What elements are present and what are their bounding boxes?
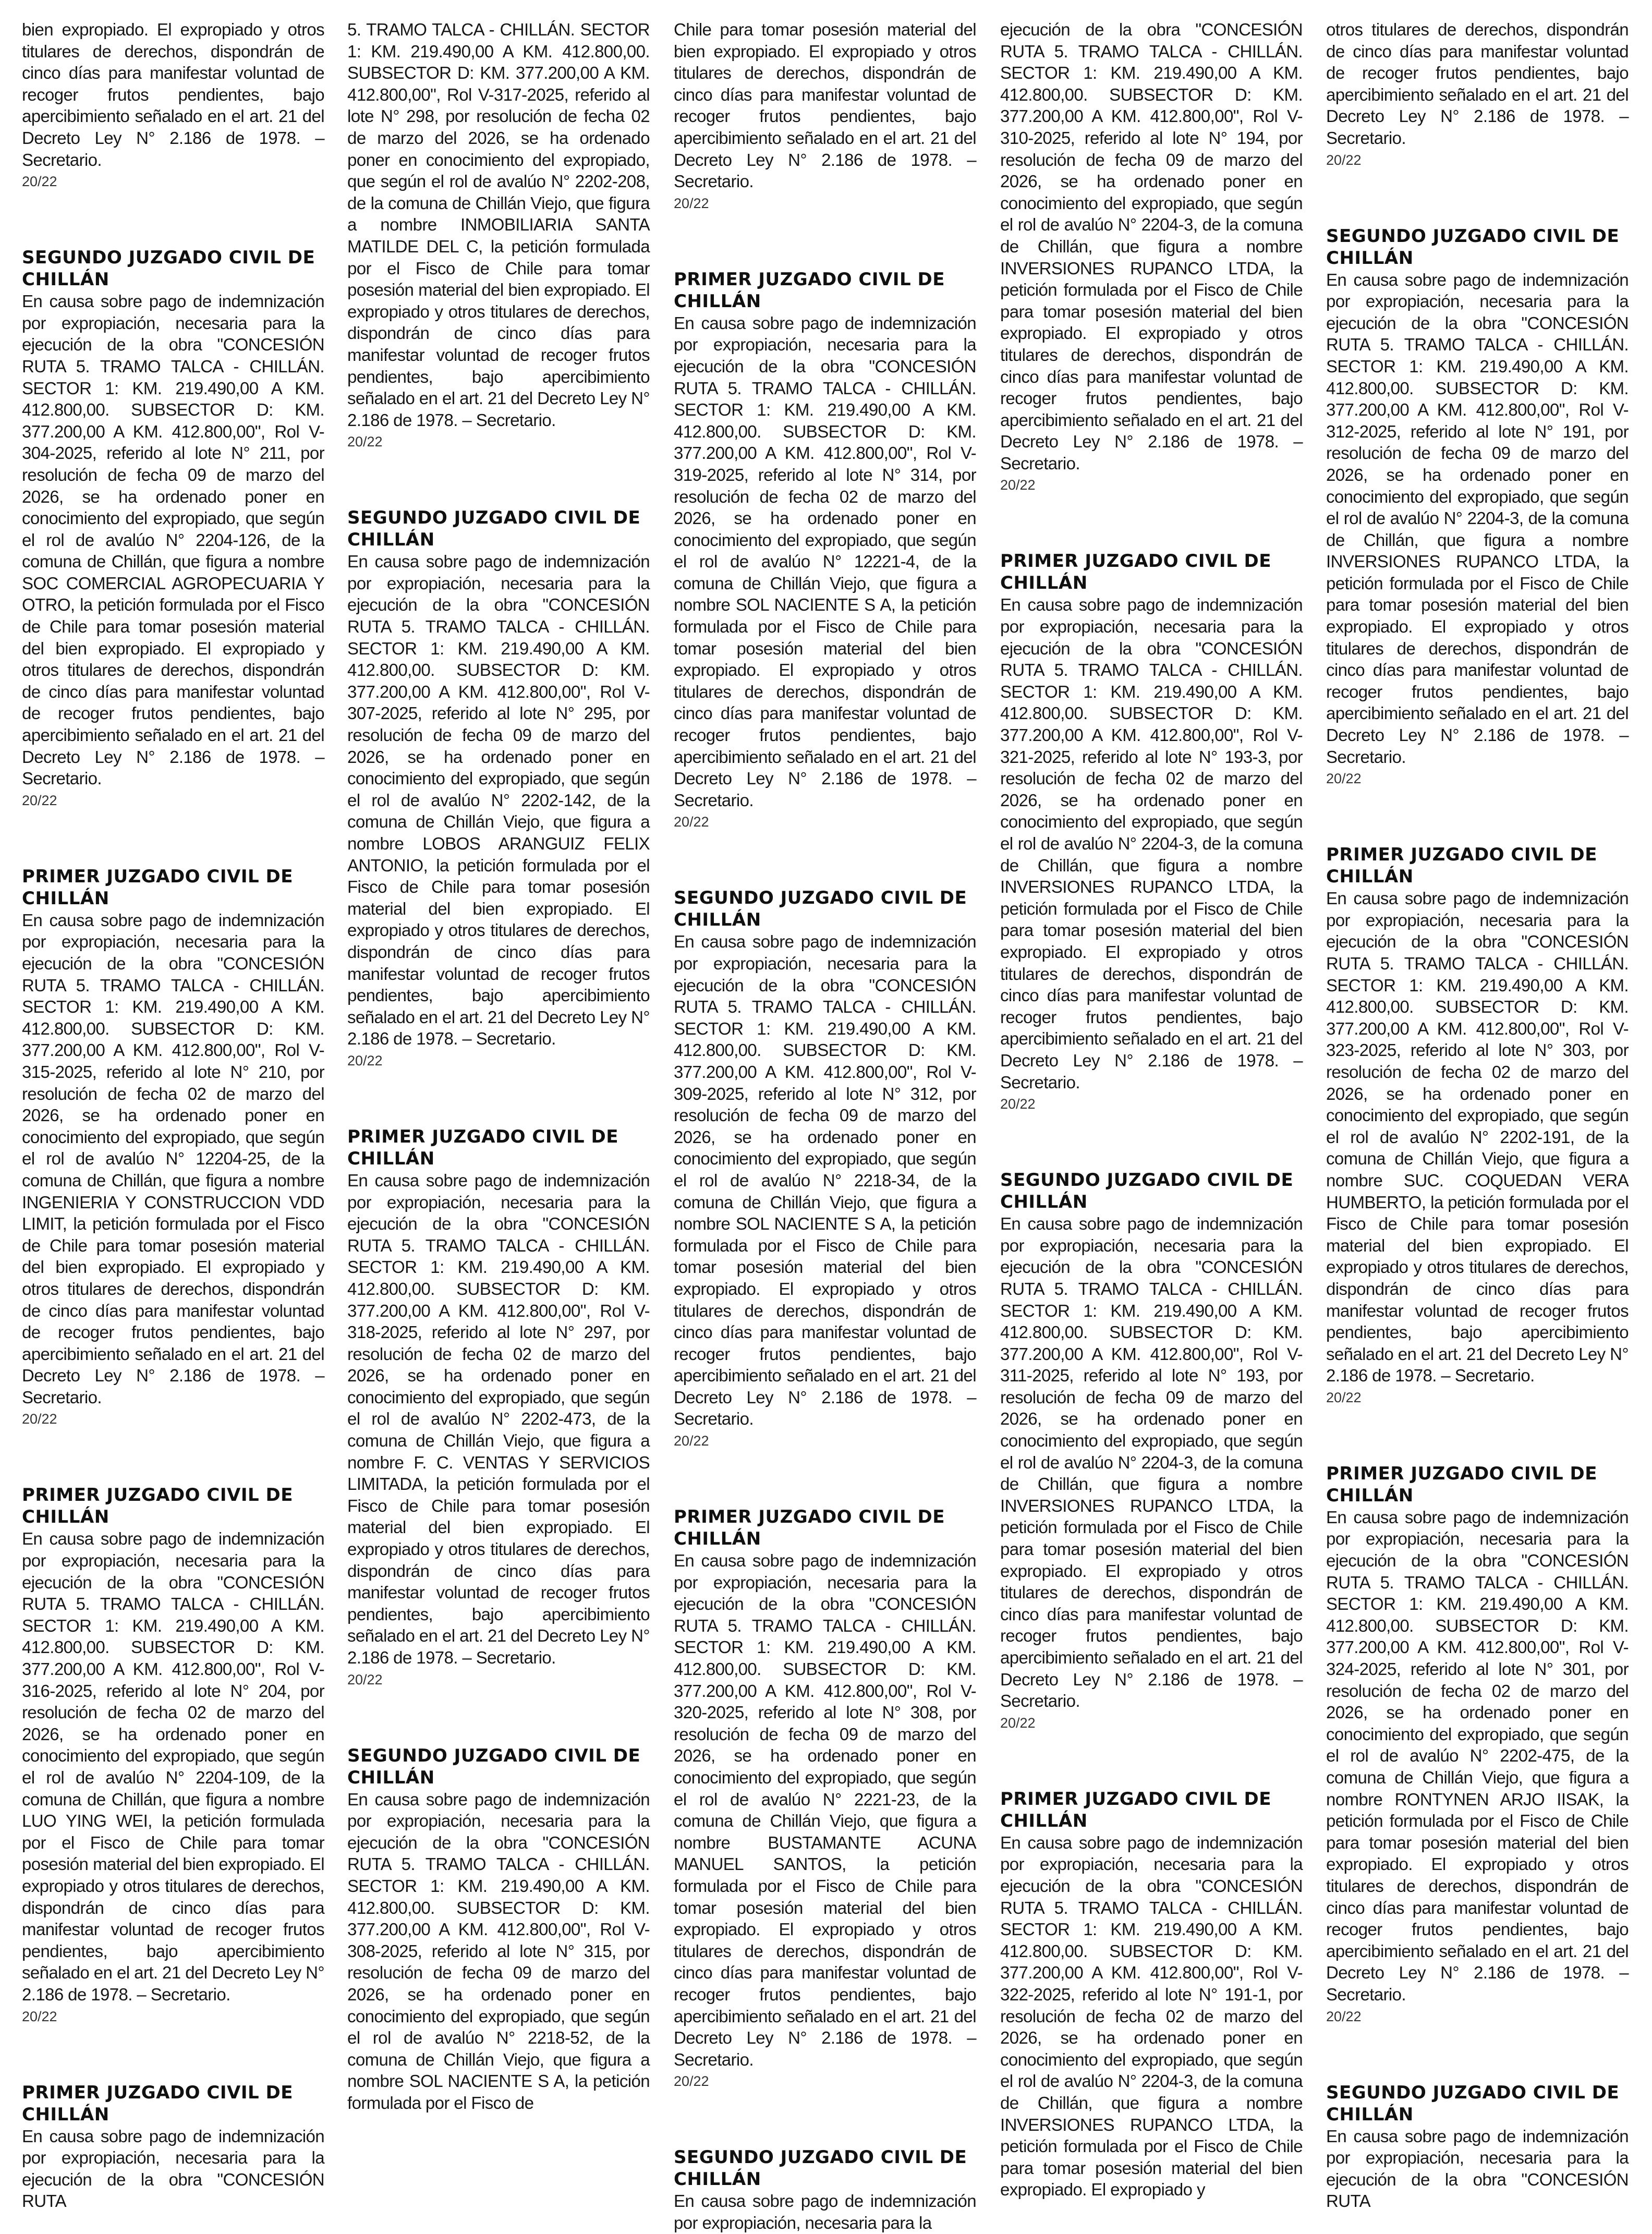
notice-court-title: PRIMER JUZGADO CIVIL DE CHILLÁN (22, 2082, 293, 2125)
legal-notice (347, 507, 650, 1126)
legal-notice (1000, 1788, 1303, 2201)
notice-column (1326, 19, 1629, 2211)
notice-body: En causa sobre pago de indemnización por expropiación, necesaria para la ejecución de la obra "CONCESIÓN RUTA 5. TRAMO TALCA - CHILLÁN. SECTOR 1: KM. 219.490,00 A KM. 412.800,00. SUBSECTOR D: KM. 377.200,00 A KM. 412.800,00", Rol V-322-2025, referido al lote N° 191-1, por resolución de fecha 02 de marzo del 2026, se ha ordenado poner en conocimiento del expropiado, que según el rol de avalúo N° 2204-3, de la comuna de Chillán, que figura a nombre INVERSIONES RUPANCO LTDA, la petición formulada por el Fisco de Chile para tomar posesión material del bien expropiado. El expropiado y (1000, 1832, 1303, 2200)
notice-court-title: PRIMER JUZGADO CIVIL DE CHILLÁN (674, 269, 945, 312)
legal-notice (674, 887, 976, 1506)
notice-body: En causa sobre pago de indemnización por expropiación, necesaria para la (674, 2191, 976, 2232)
notice-date: 20/22 (22, 2008, 57, 2024)
legal-notice (347, 19, 650, 507)
notice-court-title: PRIMER JUZGADO CIVIL DE CHILLÁN (22, 1485, 293, 1528)
notice-body: En causa sobre pago de indemnización por expropiación, necesaria para la ejecución de la obra "CONCESIÓN RUTA (1326, 2126, 1629, 2211)
notice-court-title: SEGUNDO JUZGADO CIVIL DE CHILLÁN (1326, 2082, 1620, 2125)
notice-court-title: SEGUNDO JUZGADO CIVIL DE CHILLÁN (1326, 225, 1620, 269)
notice-body: En causa sobre pago de indemnización por expropiación, necesaria para la ejecución de la obra "CONCESIÓN RUTA 5. TRAMO TALCA - CHILLÁN. SECTOR 1: KM. 219.490,00 A KM. 412.800,00. SUBSECTOR D: KM. 377.200,00 A KM. 412.800,00", Rol V-315-2025, referido al lote N° 210, por resolución de fecha 02 de marzo del 2026, se ha ordenado poner en conocimiento del expropiado, que según el rol de avalúo N° 12204-25, de la comuna de Chillán, que figura a nombre INGENIERIA Y CONSTRUCCION VDD LIMIT, la petición formulada por el Fisco de Chile para tomar posesión material del bien expropiado. El expropiado y otros titulares de derechos, dispondrán de cinco días para manifestar voluntad de recoger frutos pendientes, bajo apercibimiento señalado en el art. 21 del Decreto Ley N° 2.186 de 1978. – Secretario. (22, 910, 324, 1407)
legal-notice (1326, 844, 1629, 1463)
notice-body: En causa sobre pago de indemnización por expropiación, necesaria para la ejecución de la obra "CONCESIÓN RUTA 5. TRAMO TALCA - CHILLÁN. SECTOR 1: KM. 219.490,00 A KM. 412.800,00. SUBSECTOR D: KM. 377.200,00 A KM. 412.800,00", Rol V-318-2025, referido al lote N° 297, por resolución de fecha 02 de marzo del 2026, se ha ordenado poner en conocimiento del expropiado, que según el rol de avalúo N° 2202-473, de la comuna de Chillán Viejo, que figura a nombre F. C. VENTAS Y SERVICIOS LIMITADA, la petición formulada por el Fisco de Chile para tomar posesión material del bien expropiado. El expropiado y otros titulares de derechos, dispondrán de cinco días para manifestar voluntad de recoger frutos pendientes, bajo apercibimiento señalado en el art. 21 del Decreto Ley N° 2.186 de 1978. – Secretario. (347, 1170, 650, 1667)
notice-court-title: PRIMER JUZGADO CIVIL DE CHILLÁN (1000, 1788, 1271, 1831)
notice-date: 20/22 (22, 174, 57, 190)
notice-date: 20/22 (674, 195, 709, 211)
notice-date: 20/22 (1326, 152, 1362, 168)
legal-notice (674, 19, 976, 269)
notice-date: 20/22 (22, 792, 57, 808)
notice-body: En causa sobre pago de indemnización por expropiación, necesaria para la ejecución de la obra "CONCESIÓN RUTA 5. TRAMO TALCA - CHILLÁN. SECTOR 1: KM. 219.490,00 A KM. 412.800,00. SUBSECTOR D: KM. 377.200,00 A KM. 412.800,00", Rol V-320-2025, referido al lote N° 308, por resolución de fecha 09 de marzo del 2026, se ha ordenado poner en conocimiento del expropiado, que según el rol de avalúo N° 2221-23, de la comuna de Chillán Viejo, que figura a nombre BUSTAMANTE ACUNA MANUEL SANTOS, la petición formulada por el Fisco de Chile para tomar posesión material del bien expropiado. El expropiado y otros titulares de derechos, dispondrán de cinco días para manifestar voluntad de recoger frutos pendientes, bajo apercibimiento señalado en el art. 21 del Decreto Ley N° 2.186 de 1978. – Secretario. (674, 1551, 976, 2069)
notice-body: En causa sobre pago de indemnización por expropiación, necesaria para la ejecución de la obra "CONCESIÓN RUTA 5. TRAMO TALCA - CHILLÁN. SECTOR 1: KM. 219.490,00 A KM. 412.800,00. SUBSECTOR D: KM. 377.200,00 A KM. 412.800,00", Rol V-308-2025, referido al lote N° 315, por resolución de fecha 09 de marzo del 2026, se ha ordenado poner en conocimiento del expropiado, que según el rol de avalúo N° 2218-52, de la comuna de Chillán Viejo, que figura a nombre SOL NACIENTE S A, la petición formulada por el Fisco de (347, 1789, 650, 2112)
notice-date: 20/22 (1000, 1715, 1036, 1731)
notice-court-title: SEGUNDO JUZGADO CIVIL DE CHILLÁN (1000, 1170, 1294, 1213)
legal-notice (1000, 1169, 1303, 1788)
notice-date: 20/22 (1326, 2008, 1362, 2024)
legal-notice (347, 1745, 650, 2114)
legal-notice (22, 1484, 324, 2081)
notice-court-title: PRIMER JUZGADO CIVIL DE CHILLÁN (1326, 844, 1597, 888)
notice-court-title: SEGUNDO JUZGADO CIVIL DE CHILLÁN (674, 888, 967, 931)
notice-court-title: SEGUNDO JUZGADO CIVIL DE CHILLÁN (22, 247, 315, 290)
notice-body: En causa sobre pago de indemnización por expropiación, necesaria para la ejecución de la obra "CONCESIÓN RUTA 5. TRAMO TALCA - CHILLÁN. SECTOR 1: KM. 219.490,00 A KM. 412.800,00. SUBSECTOR D: KM. 377.200,00 A KM. 412.800,00", Rol V-312-2025, referido al lote N° 191, por resolución de fecha 09 de marzo del 2026, se ha ordenado poner en conocimiento del expropiado, que según el rol de avalúo N° 2204-3, de la comuna de Chillán, que figura a nombre INVERSIONES RUPANCO LTDA, la petición formulada por el Fisco de Chile para tomar posesión material del bien expropiado. El expropiado y otros titulares de derechos, dispondrán de cinco días para manifestar voluntad de recoger frutos pendientes, bajo apercibimiento señalado en el art. 21 del Decreto Ley N° 2.186 de 1978. – Secretario. (1326, 270, 1629, 767)
legal-notice (1326, 225, 1629, 844)
notice-date: 20/22 (347, 1052, 383, 1069)
notice-date: 20/22 (674, 814, 709, 830)
legal-notice (22, 19, 324, 247)
legal-notice (1000, 19, 1303, 550)
notice-court-title: PRIMER JUZGADO CIVIL DE CHILLÁN (22, 866, 293, 909)
notice-court-title: SEGUNDO JUZGADO CIVIL DE CHILLÁN (674, 2147, 967, 2190)
legal-notice (674, 269, 976, 888)
notice-date: 20/22 (1326, 771, 1362, 787)
legal-notice (1000, 550, 1303, 1169)
notice-body: 5. TRAMO TALCA - CHILLÁN. SECTOR 1: KM. 219.490,00 A KM. 412.800,00. SUBSECTOR D: KM. 377.200,00 A KM. 412.800,00", Rol V-317-2025, referido al lote N° 298, por resolución de fecha 02 de marzo del 2026, se ha ordenado poner en conocimiento del expropiado, que según el rol de avalúo N° 2202-208, de la comuna de Chillán Viejo, que figura a nombre INMOBILIARIA SANTA MATILDE DEL C, la petición formulada por el Fisco de Chile para tomar posesión material del bien expropiado. El expropiado y otros titulares de derechos, dispondrán de cinco días para manifestar voluntad de recoger frutos pendientes, bajo apercibimiento señalado en el art. 21 del Decreto Ley N° 2.186 de 1978. – Secretario. (347, 20, 650, 430)
legal-notice (22, 866, 324, 1485)
notice-date: 20/22 (1326, 1389, 1362, 1405)
legal-notice (22, 247, 324, 866)
legal-notice (674, 2146, 976, 2233)
notice-body: bien expropiado. El expropiado y otros titulares de derechos, dispondrán de cinco días para manifestar voluntad de recoger frutos pendientes, bajo apercibimiento señalado en el art. 21 del Decreto Ley N° 2.186 de 1978. – Secretario. (22, 20, 324, 169)
notice-body: ejecución de la obra "CONCESIÓN RUTA 5. TRAMO TALCA - CHILLÁN. SECTOR 1: KM. 219.490,00 A KM. 412.800,00. SUBSECTOR D: KM. 377.200,00 A KM. 412.800,00", Rol V-310-2025, referido al lote N° 194, por resolución de fecha 09 de marzo del 2026, se ha ordenado poner en conocimiento del expropiado, que según el rol de avalúo N° 2204-3, de la comuna de Chillán, que figura a nombre INVERSIONES RUPANCO LTDA, la petición formulada por el Fisco de Chile para tomar posesión material del bien expropiado. El expropiado y otros titulares de derechos, dispondrán de cinco días para manifestar voluntad de recoger frutos pendientes, bajo apercibimiento señalado en el art. 21 del Decreto Ley N° 2.186 de 1978. – Secretario. (1000, 20, 1303, 473)
notice-court-title: PRIMER JUZGADO CIVIL DE CHILLÁN (347, 1126, 618, 1169)
legal-notice (674, 1506, 976, 2146)
notice-column (22, 19, 324, 2211)
legal-notice (1326, 19, 1629, 225)
notice-column (674, 19, 976, 2232)
legal-notice (1326, 1463, 1629, 2082)
notice-date: 20/22 (22, 1411, 57, 1427)
legal-notice (347, 1126, 650, 1745)
notice-body: En causa sobre pago de indemnización por expropiación, necesaria para la ejecución de la obra "CONCESIÓN RUTA 5. TRAMO TALCA - CHILLÁN. SECTOR 1: KM. 219.490,00 A KM. 412.800,00. SUBSECTOR D: KM. 377.200,00 A KM. 412.800,00", Rol V-323-2025, referido al lote N° 303, por resolución de fecha 02 de marzo del 2026, se ha ordenado poner en conocimiento del expropiado, que según el rol de avalúo N° 2202-191, de la comuna de Chillán Viejo, que figura a nombre SUC. COQUEDAN VERA HUMBERTO, la petición formulada por el Fisco de Chile para tomar posesión material del bien expropiado. El expropiado y otros titulares de derechos, dispondrán de cinco días para manifestar voluntad de recoger frutos pendientes, bajo apercibimiento señalado en el art. 21 del Decreto Ley N° 2.186 de 1978. – Secretario. (1326, 889, 1629, 1386)
notice-date: 20/22 (347, 434, 383, 450)
notice-date: 20/22 (347, 1671, 383, 1687)
legal-notice (22, 2082, 324, 2212)
notice-date: 20/22 (1000, 477, 1036, 493)
notice-column (347, 19, 650, 2183)
legal-notice (1326, 2082, 1629, 2212)
notice-body: Chile para tomar posesión material del bien expropiado. El expropiado y otros titulares de derechos, dispondrán de cinco días para manifestar voluntad de recoger frutos pendientes, bajo apercibimiento señalado en el art. 21 del Decreto Ley N° 2.186 de 1978. – Secretario. (674, 20, 976, 191)
notice-court-title: PRIMER JUZGADO CIVIL DE CHILLÁN (1326, 1463, 1597, 1506)
notice-date: 20/22 (674, 2073, 709, 2090)
notice-body: En causa sobre pago de indemnización por expropiación, necesaria para la ejecución de la obra "CONCESIÓN RUTA 5. TRAMO TALCA - CHILLÁN. SECTOR 1: KM. 219.490,00 A KM. 412.800,00. SUBSECTOR D: KM. 377.200,00 A KM. 412.800,00", Rol V-321-2025, referido al lote N° 193-3, por resolución de fecha 02 de marzo del 2026, se ha ordenado poner en conocimiento del expropiado, que según el rol de avalúo N° 2204-3, de la comuna de Chillán, que figura a nombre INVERSIONES RUPANCO LTDA, la petición formulada por el Fisco de Chile para tomar posesión material del bien expropiado. El expropiado y otros titulares de derechos, dispondrán de cinco días para manifestar voluntad de recoger frutos pendientes, bajo apercibimiento señalado en el art. 21 del Decreto Ley N° 2.186 de 1978. – Secretario. (1000, 595, 1303, 1092)
notice-date: 20/22 (674, 1433, 709, 1449)
notice-body: En causa sobre pago de indemnización por expropiación, necesaria para la ejecución de la obra "CONCESIÓN RUTA 5. TRAMO TALCA - CHILLÁN. SECTOR 1: KM. 219.490,00 A KM. 412.800,00. SUBSECTOR D: KM. 377.200,00 A KM. 412.800,00", Rol V-307-2025, referido al lote N° 295, por resolución de fecha 09 de marzo del 2026, se ha ordenado poner en conocimiento del expropiado, que según el rol de avalúo N° 2202-142, de la comuna de Chillán Viejo, que figura a nombre LOBOS ARANGUIZ FELIX ANTONIO, la petición formulada por el Fisco de Chile para tomar posesión material del bien expropiado. El expropiado y otros titulares de derechos, dispondrán de cinco días para manifestar voluntad de recoger frutos pendientes, bajo apercibimiento señalado en el art. 21 del Decreto Ley N° 2.186 de 1978. – Secretario. (347, 552, 650, 1049)
notice-body: En causa sobre pago de indemnización por expropiación, necesaria para la ejecución de la obra "CONCESIÓN RUTA (22, 2126, 324, 2211)
notice-court-title: PRIMER JUZGADO CIVIL DE CHILLÁN (674, 1507, 945, 1550)
notice-date: 20/22 (1000, 1096, 1036, 1112)
notice-body: En causa sobre pago de indemnización por expropiación, necesaria para la ejecución de la obra "CONCESIÓN RUTA 5. TRAMO TALCA - CHILLÁN. SECTOR 1: KM. 219.490,00 A KM. 412.800,00. SUBSECTOR D: KM. 377.200,00 A KM. 412.800,00", Rol V-304-2025, referido al lote N° 211, por resolución de fecha 09 de marzo del 2026, se ha ordenado poner en conocimiento del expropiado, que según el rol de avalúo N° 2204-126, de la comuna de Chillán, que figura a nombre SOC COMERCIAL AGROPECUARIA Y OTRO, la petición formulada por el Fisco de Chile para tomar posesión material del bien expropiado. El expropiado y otros titulares de derechos, dispondrán de cinco días para manifestar voluntad de recoger frutos pendientes, bajo apercibimiento señalado en el art. 21 del Decreto Ley N° 2.186 de 1978. – Secretario. (22, 292, 324, 788)
notice-body: otros titulares de derechos, dispondrán de cinco días para manifestar voluntad de recoger frutos pendientes, bajo apercibimiento señalado en el art. 21 del Decreto Ley N° 2.186 de 1978. – Secretario. (1326, 20, 1629, 148)
notice-body: En causa sobre pago de indemnización por expropiación, necesaria para la ejecución de la obra "CONCESIÓN RUTA 5. TRAMO TALCA - CHILLÁN. SECTOR 1: KM. 219.490,00 A KM. 412.800,00. SUBSECTOR D: KM. 377.200,00 A KM. 412.800,00", Rol V-309-2025, referido al lote N° 312, por resolución de fecha 09 de marzo del 2026, se ha ordenado poner en conocimiento del expropiado, que según el rol de avalúo N° 2218-34, de la comuna de Chillán Viejo, que figura a nombre SOL NACIENTE S A, la petición formulada por el Fisco de Chile para tomar posesión material del bien expropiado. El expropiado y otros titulares de derechos, dispondrán de cinco días para manifestar voluntad de recoger frutos pendientes, bajo apercibimiento señalado en el art. 21 del Decreto Ley N° 2.186 de 1978. – Secretario. (674, 932, 976, 1429)
notice-body: En causa sobre pago de indemnización por expropiación, necesaria para la ejecución de la obra "CONCESIÓN RUTA 5. TRAMO TALCA - CHILLÁN. SECTOR 1: KM. 219.490,00 A KM. 412.800,00. SUBSECTOR D: KM. 377.200,00 A KM. 412.800,00", Rol V-311-2025, referido al lote N° 193, por resolución de fecha 09 de marzo del 2026, se ha ordenado poner en conocimiento del expropiado, que según el rol de avalúo N° 2204-3, de la comuna de Chillán, que figura a nombre INVERSIONES RUPANCO LTDA, la petición formulada por el Fisco de Chile para tomar posesión material del bien expropiado. El expropiado y otros titulares de derechos, dispondrán de cinco días para manifestar voluntad de recoger frutos pendientes, bajo apercibimiento señalado en el art. 21 del Decreto Ley N° 2.186 de 1978. – Secretario. (1000, 1214, 1303, 1711)
notice-body: En causa sobre pago de indemnización por expropiación, necesaria para la ejecución de la obra "CONCESIÓN RUTA 5. TRAMO TALCA - CHILLÁN. SECTOR 1: KM. 219.490,00 A KM. 412.800,00. SUBSECTOR D: KM. 377.200,00 A KM. 412.800,00", Rol V-324-2025, referido al lote N° 301, por resolución de fecha 02 de marzo del 2026, se ha ordenado poner en conocimiento del expropiado, que según el rol de avalúo N° 2202-475, de la comuna de Chillán Viejo, que figura a nombre RONTYNEN ARJO IISAK, la petición formulada por el Fisco de Chile para tomar posesión material del bien expropiado. El expropiado y otros titulares de derechos, dispondrán de cinco días para manifestar voluntad de recoger frutos pendientes, bajo apercibimiento señalado en el art. 21 del Decreto Ley N° 2.186 de 1978. – Secretario. (1326, 1507, 1629, 2004)
notice-court-title: SEGUNDO JUZGADO CIVIL DE CHILLÁN (347, 1745, 641, 1788)
notice-body: En causa sobre pago de indemnización por expropiación, necesaria para la ejecución de la obra "CONCESIÓN RUTA 5. TRAMO TALCA - CHILLÁN. SECTOR 1: KM. 219.490,00 A KM. 412.800,00. SUBSECTOR D: KM. 377.200,00 A KM. 412.800,00", Rol V-316-2025, referido al lote N° 204, por resolución de fecha 02 de marzo del 2026, se ha ordenado poner en conocimiento del expropiado, que según el rol de avalúo N° 2204-109, de la comuna de Chillán, que figura a nombre LUO YING WEI, la petición formulada por el Fisco de Chile para tomar posesión material del bien expropiado. El expropiado y otros titulares de derechos, dispondrán de cinco días para manifestar voluntad de recoger frutos pendientes, bajo apercibimiento señalado en el art. 21 del Decreto Ley N° 2.186 de 1978. – Secretario. (22, 1529, 324, 2004)
notice-column (1000, 19, 1303, 2200)
notice-body: En causa sobre pago de indemnización por expropiación, necesaria para la ejecución de la obra "CONCESIÓN RUTA 5. TRAMO TALCA - CHILLÁN. SECTOR 1: KM. 219.490,00 A KM. 412.800,00. SUBSECTOR D: KM. 377.200,00 A KM. 412.800,00", Rol V-319-2025, referido al lote N° 314, por resolución de fecha 02 de marzo del 2026, se ha ordenado poner en conocimiento del expropiado, que según el rol de avalúo N° 12221-4, de la comuna de Chillán Viejo, que figura a nombre SOL NACIENTE S A, la petición formulada por el Fisco de Chile para tomar posesión material del bien expropiado. El expropiado y otros titulares de derechos, dispondrán de cinco días para manifestar voluntad de recoger frutos pendientes, bajo apercibimiento señalado en el art. 21 del Decreto Ley N° 2.186 de 1978. – Secretario. (674, 313, 976, 810)
notice-court-title: PRIMER JUZGADO CIVIL DE CHILLÁN (1000, 551, 1271, 594)
notice-court-title: SEGUNDO JUZGADO CIVIL DE CHILLÁN (347, 507, 641, 551)
